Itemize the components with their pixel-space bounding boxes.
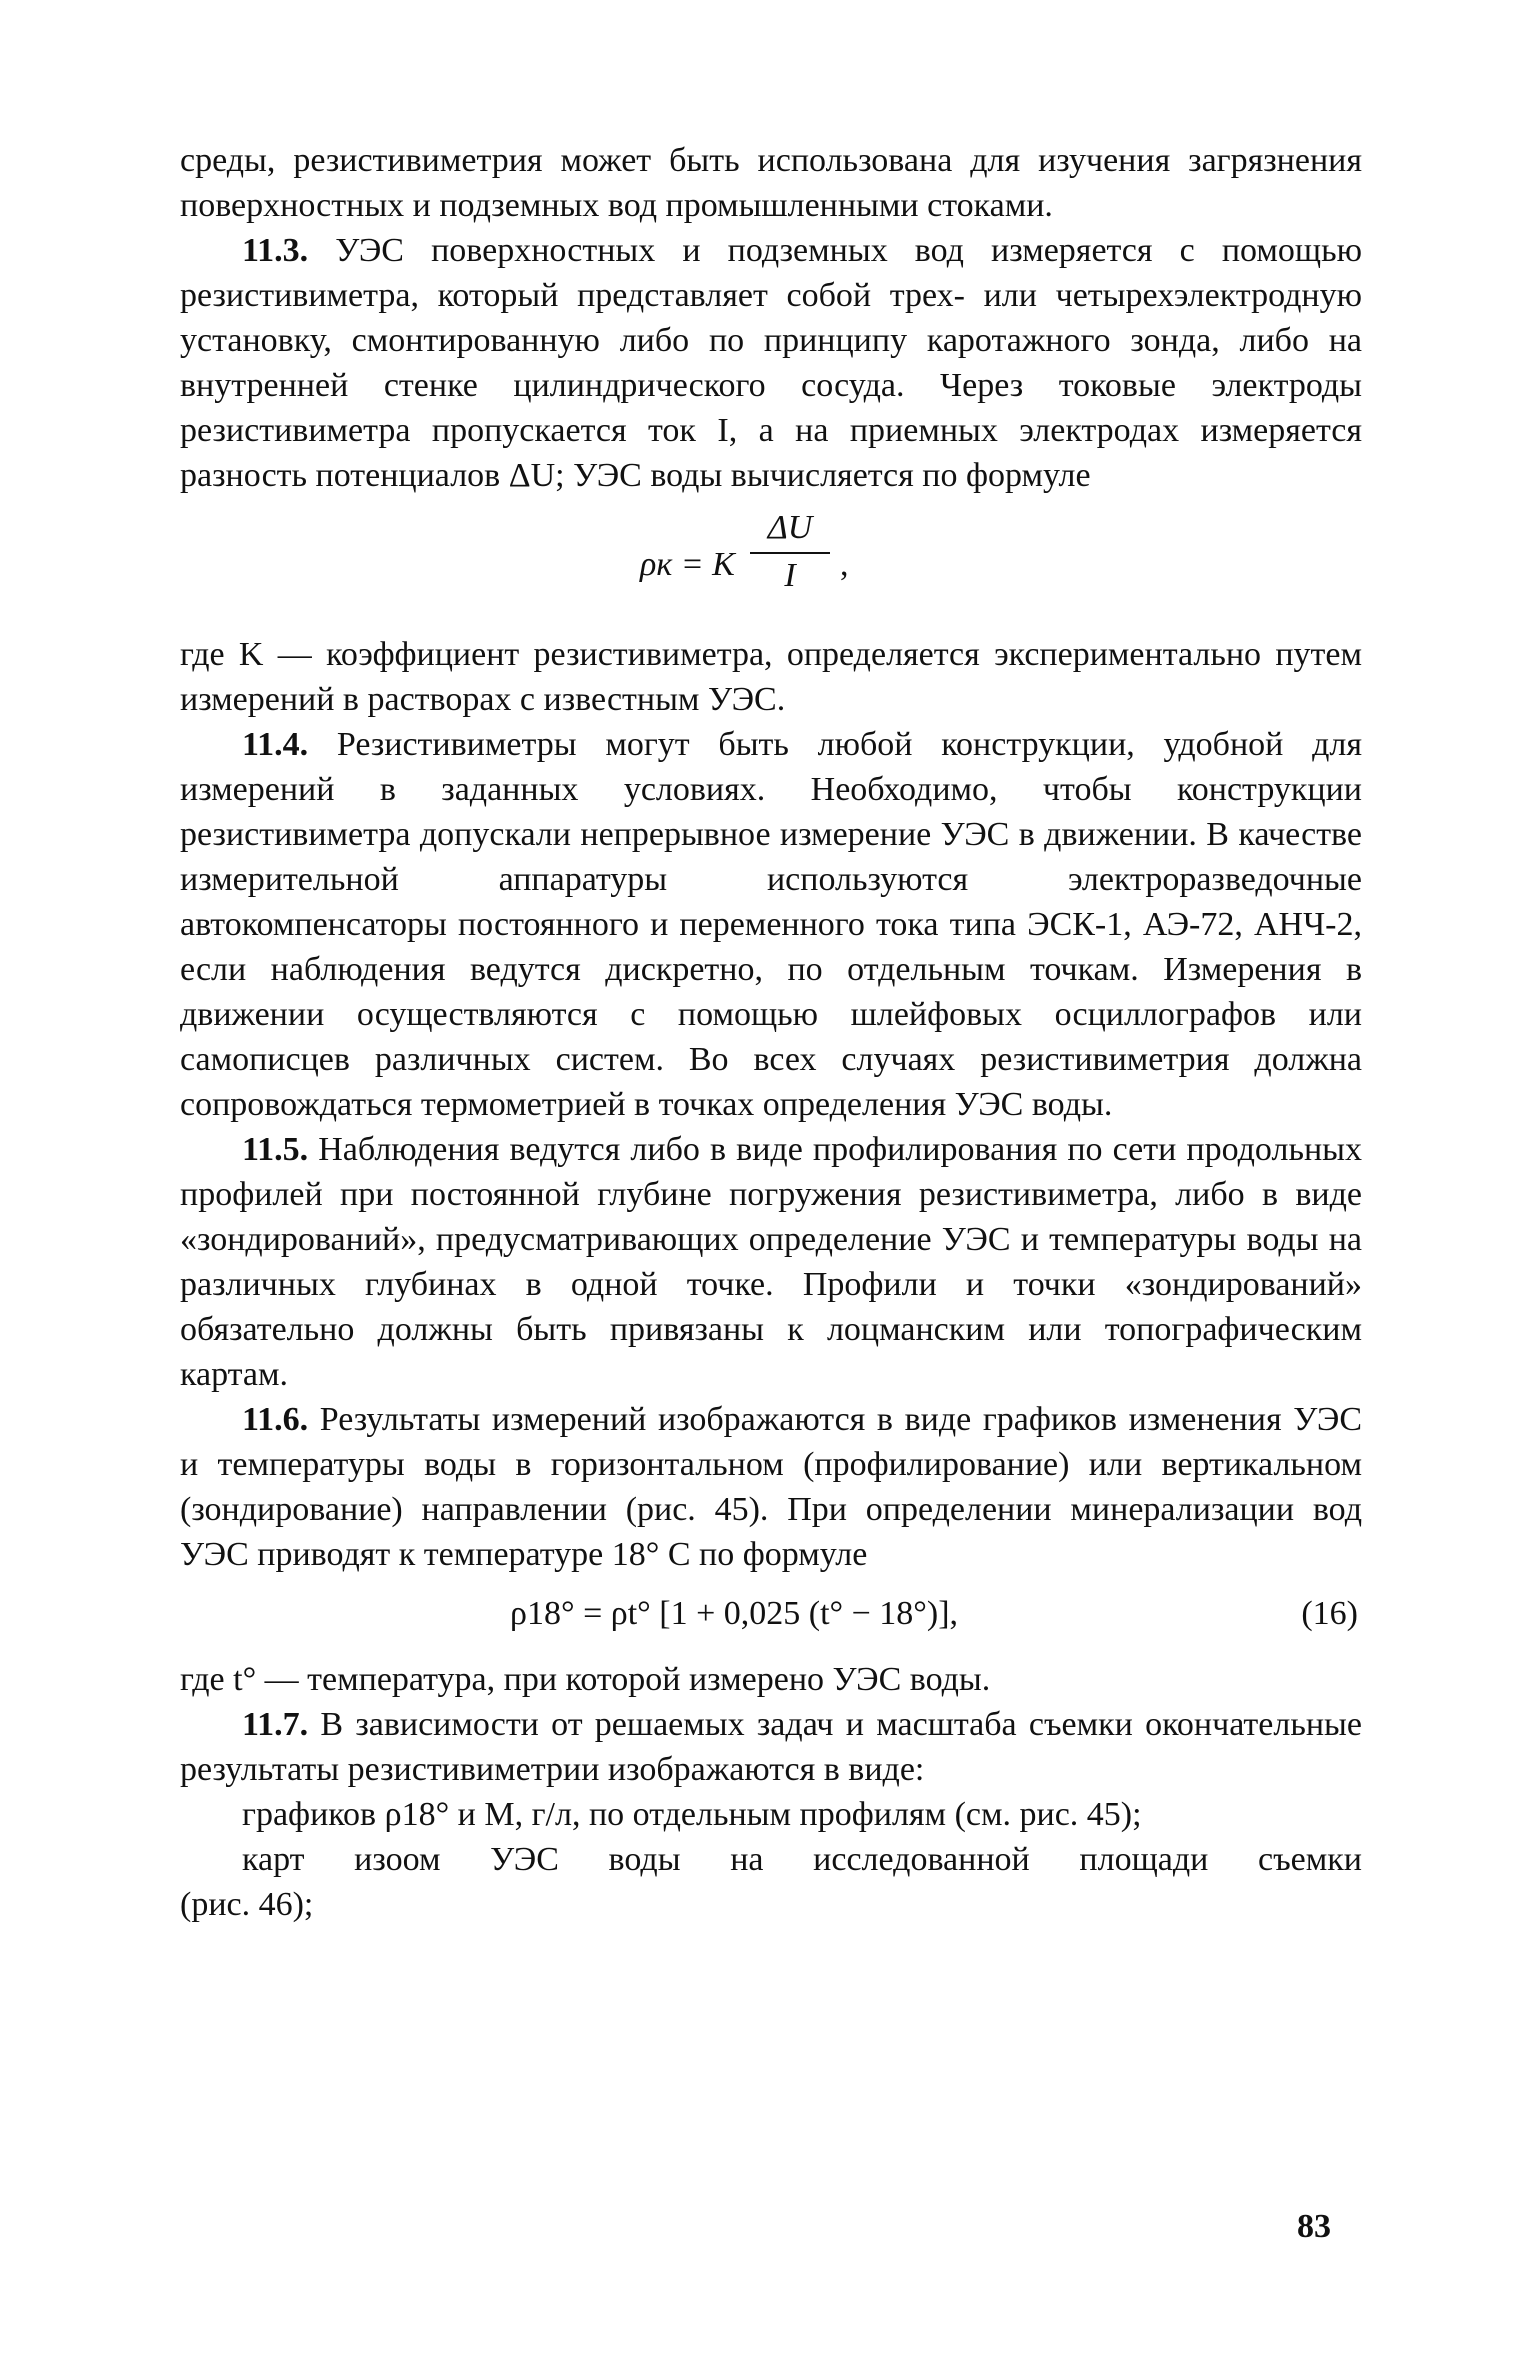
formula-number: (16) [1301,1595,1358,1632]
formula-temperature-correction [180,1587,1362,1651]
section-number: 11.3. [242,232,309,269]
section-number: 11.7. [242,1706,309,1743]
formula-left-side: ρк = K [640,546,735,583]
paragraph-text: Наблюдения ведутся либо в виде профилирования по сети продольных профилей при постоянной глубине погружения резистивиметра, либо в виде «зондирований», предусматривающих определение УЭС и температуры воды на различных глубинах в одной точке. Профили и точки «зондирований» обязательно должны быть привязаны к лоцманским или топографическим картам. [180,1131,1362,1393]
list-item-graphs: графиков ρ18° и M, г/л, по отдельным профилям (см. рис. 45); [242,1796,1142,1833]
paragraph-11-7 [180,1702,1362,1792]
list-item-maps: карт изоом УЭС воды на исследованной площади съемки [242,1841,1362,1878]
paragraph-text: УЭС поверхностных и подземных вод измеряется с помощью резистивиметра, который представляет собой трех- или четырехэлектродную установку, смонтированную либо по принципу каротажного зонда, либо на внутренней стенке цилиндрического сосуда. Через токовые электроды резистивиметра пропускается ток I, а на приемных электродах измеряется разность потенциалов ΔU; УЭС воды вычисляется по формуле [180,232,1362,494]
paragraph-text: Результаты измерений изображаются в виде графиков изменения УЭС и температуры воды в горизонтальном (профилирование) или вертикальном (зондирование) направлении (рис. 45). При определении минерализации вод УЭС приводят к температуре 18° C по формуле [180,1401,1362,1573]
page-number: 83 [1297,2208,1331,2245]
paragraph-text: Резистивиметры могут быть любой конструкции, удобной для измерений в заданных условиях. Необходимо, чтобы конструкции резистивиметра допускали непрерывное измерение УЭС в движении. В качестве измерительной аппаратуры используются электроразведочные автокомпенсаторы постоянного и переменного тока типа ЭСК-1, АЭ-72, АНЧ-2, если наблюдения ведутся дискретно, по отдельным точкам. Измерения в движении осуществляются с помощью шлейфовых осциллографов или самописцев различных систем. Во всех случаях резистивиметрия должна сопровождаться термометрией в точках определения УЭС воды. [180,726,1362,1123]
paragraph-text: где t° — температура, при которой измерено УЭС воды. [180,1661,991,1698]
fraction-bar [750,552,830,554]
paragraph-text: среды, резистивиметрия может быть использована для изучения загрязнения поверхностных и подземных вод промышленными стоками. [180,142,1362,224]
paragraph-continued [180,138,1362,228]
formula-fraction [750,508,830,596]
paragraph-11-3 [180,228,1362,498]
section-number: 11.6. [242,1401,309,1438]
paragraph-where-t [180,1657,1362,1702]
paragraph-11-4 [180,722,1362,1127]
paragraph-11-6 [180,1397,1362,1577]
paragraph-text: В зависимости от решаемых задач и масштаба съемки окончательные результаты резистивиметрии изображаются в виде: [180,1706,1362,1788]
formula-resistivity [180,508,1362,632]
paragraph-where-k [180,632,1362,722]
page-body [180,138,1362,1927]
section-number: 11.4. [242,726,309,763]
formula-expression: ρ18° = ρt° [1 + 0,025 (t° − 18°)], [510,1595,959,1632]
fraction-denominator: I [784,557,796,594]
paragraph-text: где K — коэффициент резистивиметра, определяется экспериментально путем измерений в растворах с известным УЭС. [180,636,1362,718]
section-number: 11.5. [242,1131,309,1168]
fraction-numerator: ΔU [767,509,813,546]
formula-trail: , [840,546,849,583]
list-item-maps-continued: (рис. 46); [180,1886,314,1923]
paragraph-11-5 [180,1127,1362,1397]
